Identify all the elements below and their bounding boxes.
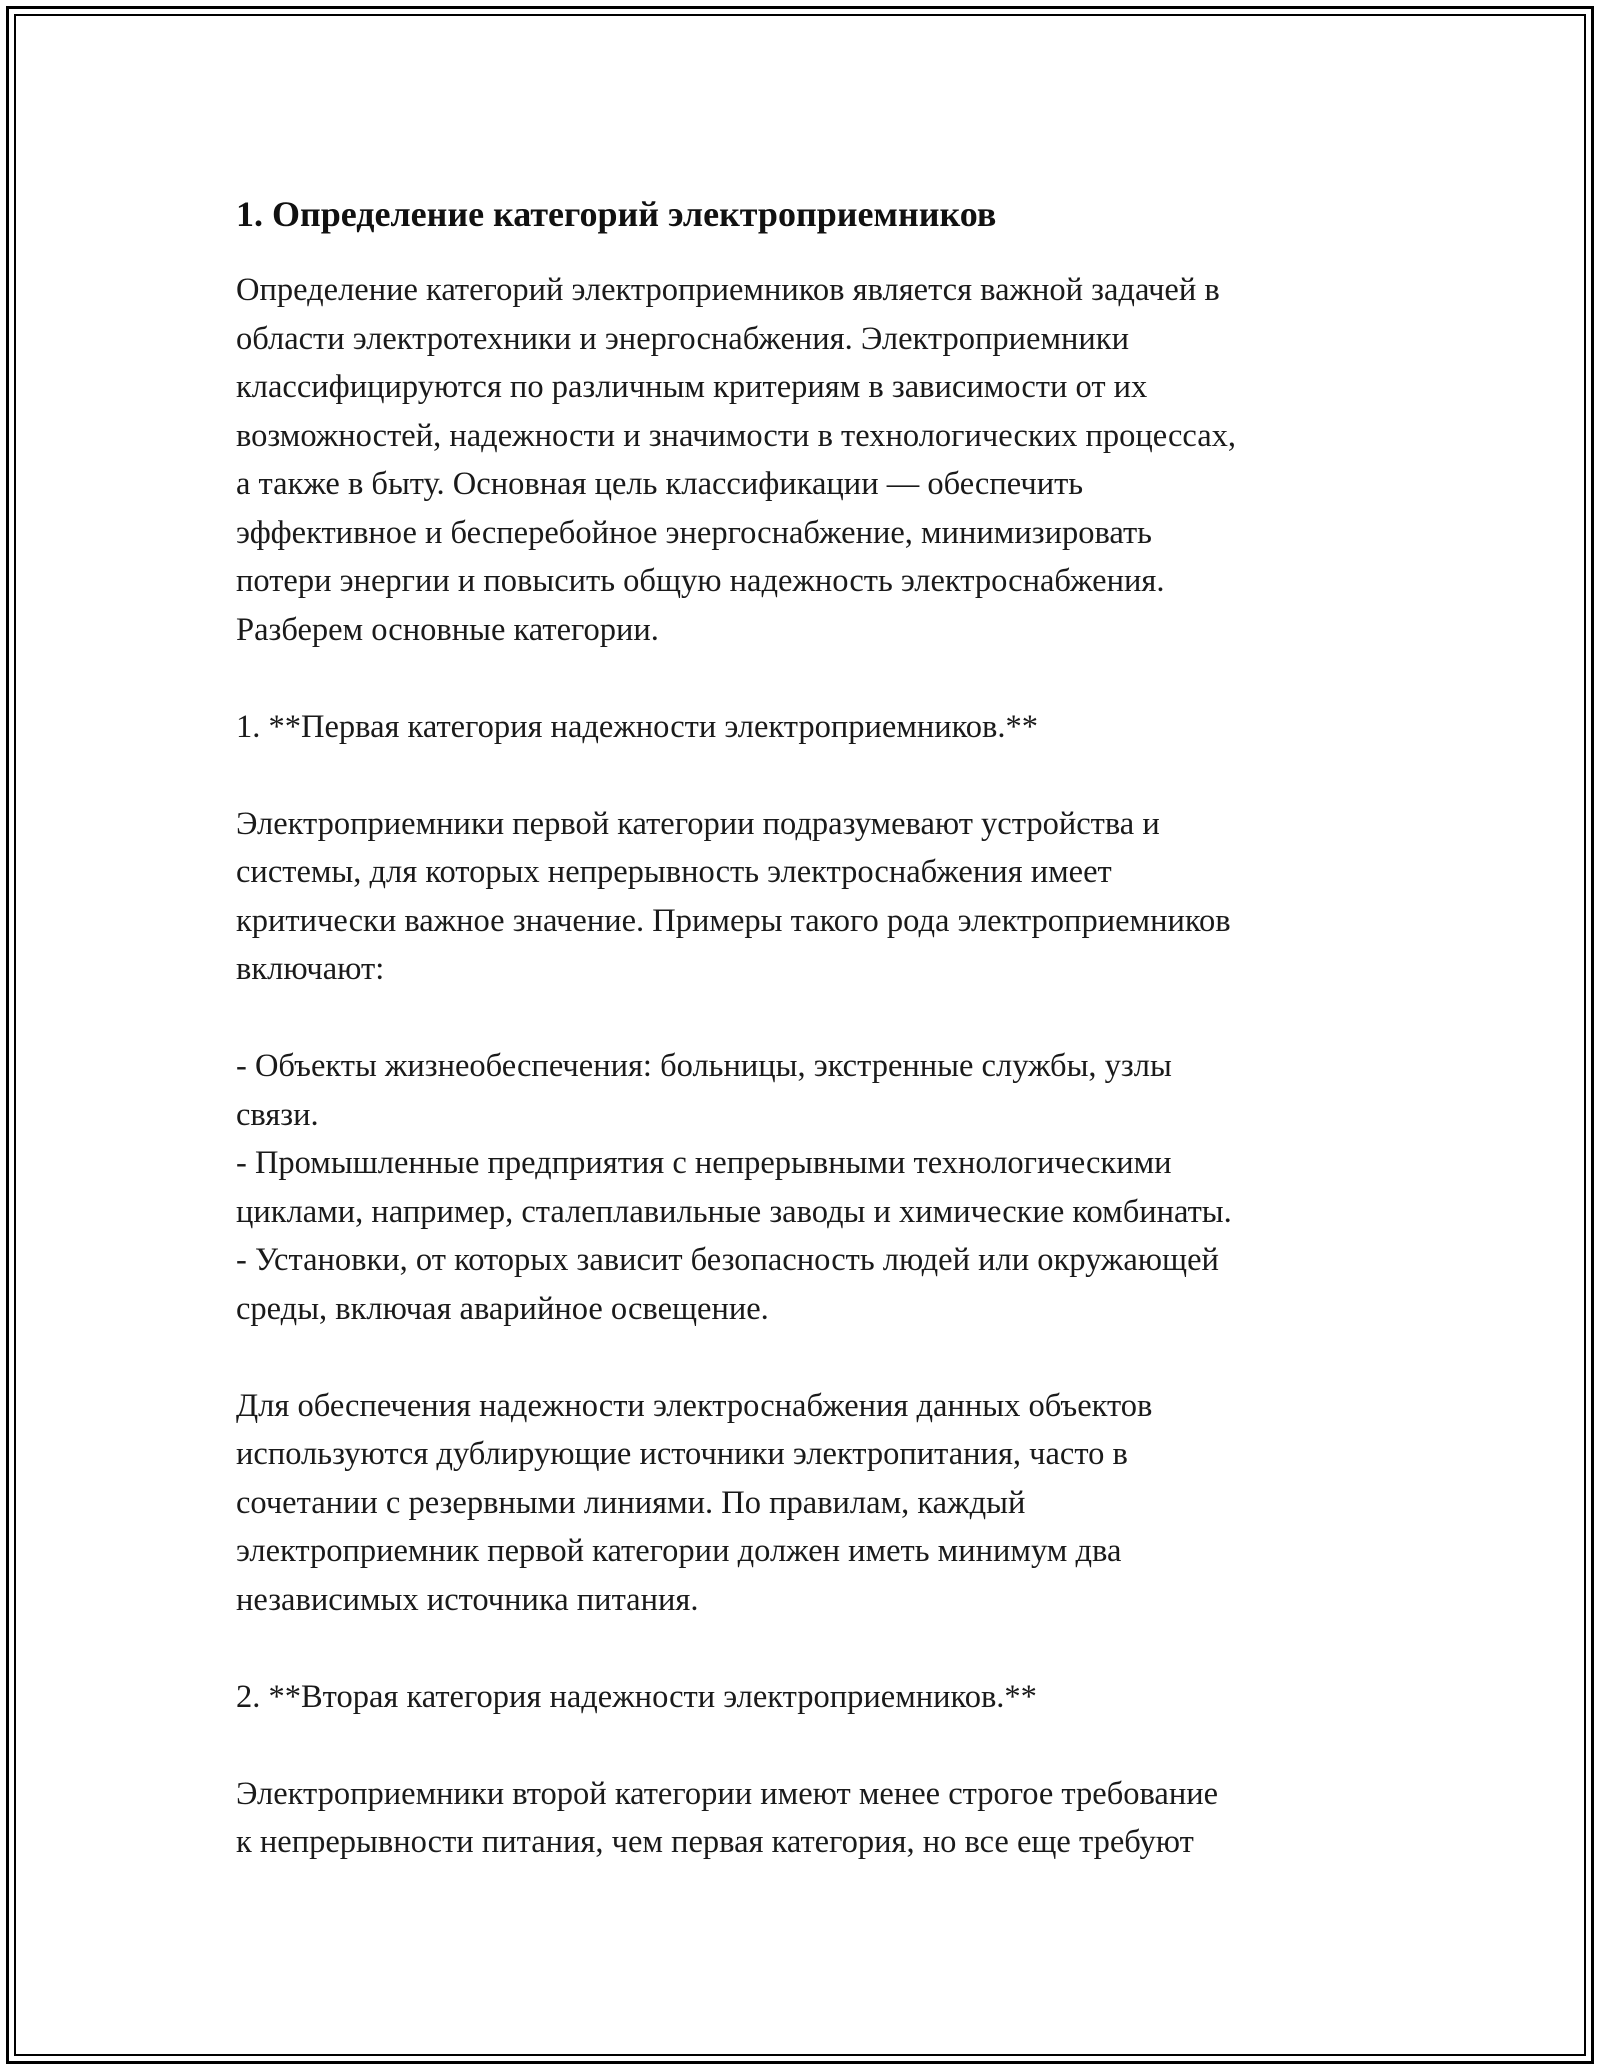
- category-1-title: 1. **Первая категория надежности электроприемников.**: [236, 708, 1039, 745]
- category-1-requirements: Для обеспечения надежности электроснабжения данных объектов используются дублирующие источники электропитания, часто в сочетании с резервными линиями. По правилам, каждый электроприемник первой категории должен иметь минимум два независимых источника питания.: [236, 1387, 1153, 1618]
- category-1-examples-list: - Объекты жизнеобеспечения: больницы, экстренные службы, узлы связи. - Промышленные предприятия с непрерывными технологическими циклами, например, сталеплавильные заводы и химические комбинаты. - Установки, от которых зависит безопасность людей или окружающей среды, включая аварийное освещение.: [236, 1048, 1232, 1327]
- category-2-description: Электроприемники второй категории имеют менее строгое требование к непрерывности питания, чем первая категория, но все еще требуют: [236, 1775, 1219, 1860]
- intro-paragraph: Определение категорий электроприемников является важной задачей в области электротехники и энергоснабжения. Электроприемники классифицируются по различным критериям в зависимости от их возможностей, надежности и значимости в технологических процессах, а также в быту. Основная цель классификации — обеспечить эффективное и бесперебойное энергоснабжение, минимизировать потери энергии и повысить общую надежность электроснабжения. Разберем основные категории.: [236, 272, 1237, 648]
- paragraph-gap: [236, 654, 1416, 703]
- section-heading: 1. Определение категорий электроприемников: [236, 194, 997, 234]
- category-1-description: Электроприемники первой категории подразумевают устройства и системы, для которых непрерывность электроснабжения имеет критически важное значение. Примеры такого рода электроприемников включают:: [236, 805, 1231, 987]
- document-body: [236, 188, 1416, 1867]
- category-2-title: 2. **Вторая категория надежности электроприемников.**: [236, 1678, 1037, 1715]
- paragraph-gap: [236, 1624, 1416, 1673]
- paragraph-gap: [236, 1333, 1416, 1382]
- paragraph-gap: [236, 1721, 1416, 1770]
- paragraph-gap: [236, 994, 1416, 1043]
- paragraph-gap: [236, 751, 1416, 800]
